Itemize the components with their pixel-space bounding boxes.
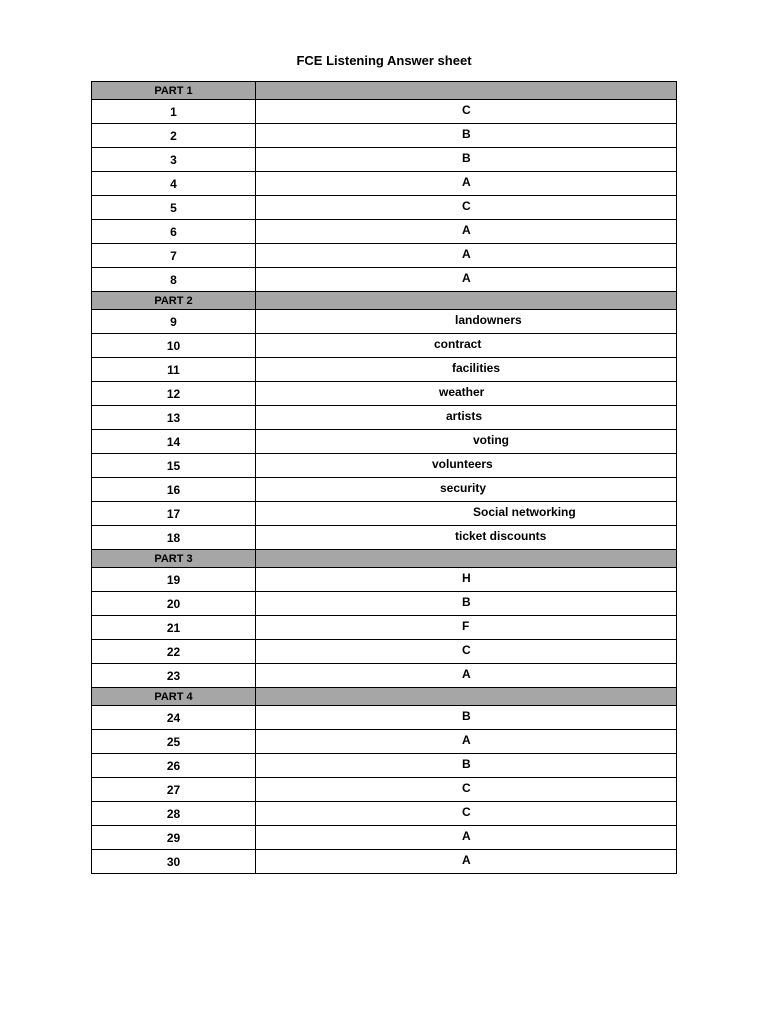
answer-cell (256, 430, 677, 454)
answer-table-body (92, 82, 677, 874)
answer-text: voting (473, 433, 509, 447)
table-row (92, 124, 677, 148)
answer-cell (256, 382, 677, 406)
table-row (92, 244, 677, 268)
table-row (92, 802, 677, 826)
question-number: 29 (92, 826, 256, 850)
question-number: 27 (92, 778, 256, 802)
answer-cell (256, 478, 677, 502)
answer-cell (256, 778, 677, 802)
answer-cell (256, 196, 677, 220)
table-row (92, 826, 677, 850)
answer-cell (256, 706, 677, 730)
question-number: 8 (92, 268, 256, 292)
answer-cell (256, 358, 677, 382)
answer-text: B (462, 151, 471, 165)
answer-cell (256, 664, 677, 688)
table-row (92, 406, 677, 430)
question-number: 26 (92, 754, 256, 778)
part-label: PART 3 (92, 550, 256, 568)
answer-text: B (462, 709, 471, 723)
answer-cell (256, 100, 677, 124)
answer-cell (256, 172, 677, 196)
answer-text: C (462, 643, 471, 657)
answer-text: C (462, 199, 471, 213)
question-number: 22 (92, 640, 256, 664)
question-number: 19 (92, 568, 256, 592)
answer-cell (256, 310, 677, 334)
answer-text: A (462, 175, 471, 189)
answer-cell (256, 148, 677, 172)
table-row (92, 640, 677, 664)
question-number: 7 (92, 244, 256, 268)
part-header-row (92, 688, 677, 706)
answer-text: A (462, 223, 471, 237)
question-number: 1 (92, 100, 256, 124)
answer-cell (256, 526, 677, 550)
part-header-row (92, 550, 677, 568)
question-number: 11 (92, 358, 256, 382)
answer-cell (256, 502, 677, 526)
table-row (92, 706, 677, 730)
table-row (92, 430, 677, 454)
part-header-row (92, 292, 677, 310)
table-row (92, 358, 677, 382)
table-row (92, 172, 677, 196)
answer-text: B (462, 595, 471, 609)
answer-text: A (462, 667, 471, 681)
answer-text: ticket discounts (455, 529, 547, 543)
question-number: 23 (92, 664, 256, 688)
question-number: 21 (92, 616, 256, 640)
answer-cell (256, 616, 677, 640)
question-number: 6 (92, 220, 256, 244)
question-number: 16 (92, 478, 256, 502)
answer-text: C (462, 781, 471, 795)
answer-text: A (462, 271, 471, 285)
question-number: 4 (92, 172, 256, 196)
part-label: PART 1 (92, 82, 256, 100)
part-header-blank (256, 292, 677, 310)
part-header-blank (256, 688, 677, 706)
table-row (92, 310, 677, 334)
table-row (92, 526, 677, 550)
question-number: 15 (92, 454, 256, 478)
answer-text: B (462, 127, 471, 141)
answer-text: security (440, 481, 487, 495)
question-number: 5 (92, 196, 256, 220)
answer-text: B (462, 757, 471, 771)
table-row (92, 382, 677, 406)
table-row (92, 664, 677, 688)
question-number: 30 (92, 850, 256, 874)
answer-text: A (462, 829, 471, 843)
answer-cell (256, 124, 677, 148)
table-row (92, 592, 677, 616)
question-number: 24 (92, 706, 256, 730)
answer-text: artists (446, 409, 483, 423)
question-number: 18 (92, 526, 256, 550)
question-number: 20 (92, 592, 256, 616)
answer-cell (256, 754, 677, 778)
table-row (92, 502, 677, 526)
question-number: 2 (92, 124, 256, 148)
part-label: PART 4 (92, 688, 256, 706)
answer-text: F (462, 619, 470, 633)
part-header-blank (256, 82, 677, 100)
table-row (92, 778, 677, 802)
table-row (92, 478, 677, 502)
answer-text: H (462, 571, 471, 585)
answer-text: facilities (452, 361, 501, 375)
table-row (92, 730, 677, 754)
answer-text: landowners (455, 313, 522, 327)
answer-text: A (462, 733, 471, 747)
question-number: 14 (92, 430, 256, 454)
answer-text: weather (439, 385, 485, 399)
answer-text: C (462, 103, 471, 117)
part-label: PART 2 (92, 292, 256, 310)
answer-text: contract (434, 337, 482, 351)
table-row (92, 616, 677, 640)
answer-cell (256, 268, 677, 292)
part-header-row (92, 82, 677, 100)
answer-text: Social networking (473, 505, 576, 519)
page-title: FCE Listening Answer sheet (296, 53, 472, 68)
question-number: 17 (92, 502, 256, 526)
answer-cell (256, 592, 677, 616)
answer-cell (256, 406, 677, 430)
table-row (92, 754, 677, 778)
answer-cell (256, 802, 677, 826)
table-row (92, 334, 677, 358)
table-row (92, 850, 677, 874)
answer-cell (256, 730, 677, 754)
answer-text: volunteers (432, 457, 493, 471)
question-number: 12 (92, 382, 256, 406)
table-row (92, 196, 677, 220)
table-row (92, 148, 677, 172)
table-row (92, 454, 677, 478)
question-number: 10 (92, 334, 256, 358)
answer-cell (256, 244, 677, 268)
part-header-blank (256, 550, 677, 568)
answer-cell (256, 334, 677, 358)
table-row (92, 568, 677, 592)
answer-cell (256, 850, 677, 874)
answer-cell (256, 220, 677, 244)
question-number: 25 (92, 730, 256, 754)
answer-cell (256, 454, 677, 478)
answer-cell (256, 640, 677, 664)
table-row (92, 268, 677, 292)
question-number: 9 (92, 310, 256, 334)
table-row (92, 100, 677, 124)
answer-cell (256, 826, 677, 850)
question-number: 28 (92, 802, 256, 826)
table-row (92, 220, 677, 244)
question-number: 13 (92, 406, 256, 430)
question-number: 3 (92, 148, 256, 172)
answer-text: A (462, 247, 471, 261)
answer-text: A (462, 853, 471, 867)
answer-table (91, 81, 677, 874)
answer-text: C (462, 805, 471, 819)
answer-cell (256, 568, 677, 592)
